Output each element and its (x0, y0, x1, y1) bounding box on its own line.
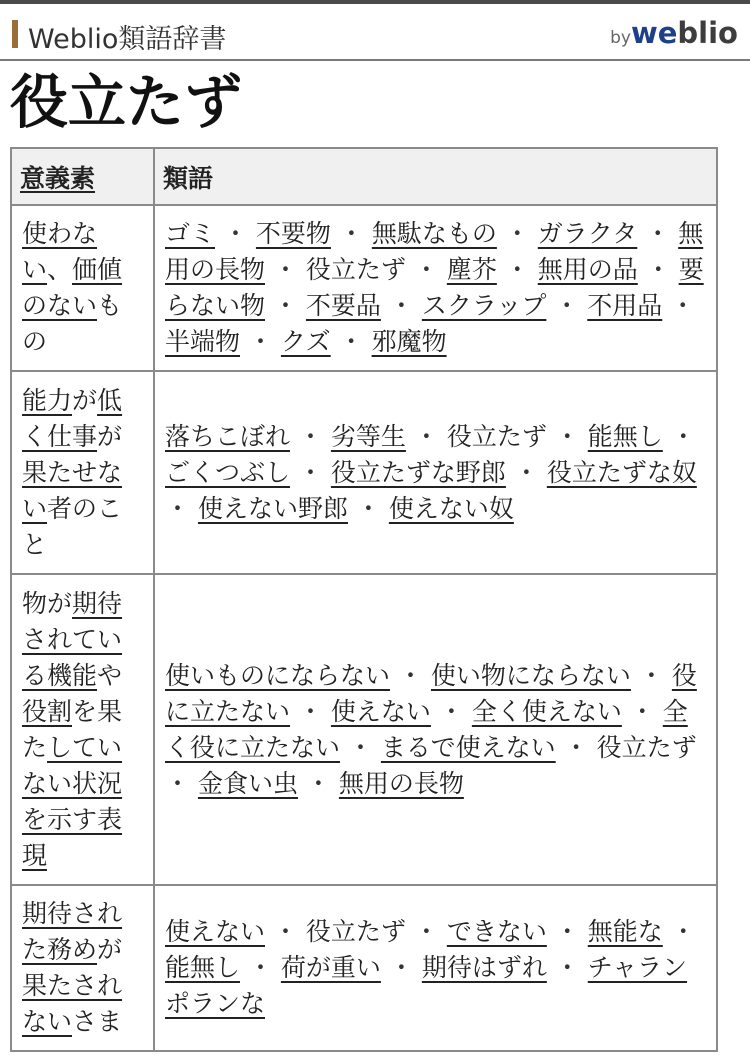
synonym-text: 役立たず (446, 421, 547, 451)
sense-cell (11, 574, 154, 885)
sense-link[interactable]: 仕事 (47, 421, 98, 451)
separator: ・ (240, 953, 281, 982)
separator: ・ (165, 493, 198, 523)
synonym-link[interactable]: 無駄なもの (371, 219, 497, 248)
synonym-link[interactable]: できない (446, 917, 547, 946)
synonym-link[interactable]: 使えない奴 (388, 493, 514, 523)
synonyms-cell (154, 574, 717, 885)
site-title[interactable]: Weblio類語辞書 (28, 24, 227, 55)
separator: ・ (380, 291, 422, 320)
sense-text: が (97, 421, 123, 451)
separator: ・ (165, 768, 198, 798)
separator: ・ (290, 421, 331, 451)
separator: ・ (390, 660, 431, 690)
header-sense: 意義素 (11, 148, 154, 205)
sense-link[interactable]: 現 (22, 840, 48, 870)
table-row (11, 205, 717, 371)
separator: ・ (496, 255, 538, 284)
synonym-link[interactable]: 役立たずな奴 (546, 457, 697, 487)
sense-text: の (22, 327, 48, 356)
synonym-link[interactable]: クズ (280, 327, 331, 356)
sense-link[interactable]: 状況 (72, 768, 123, 798)
synonym-link[interactable]: 期待はずれ (421, 953, 547, 982)
synonym-link[interactable]: 使えない (165, 917, 266, 946)
sense-link[interactable]: 期待 (72, 588, 123, 618)
separator: ・ (330, 219, 372, 248)
synonyms-cell (154, 371, 717, 574)
synonym-link[interactable]: 無用の長物 (338, 768, 464, 798)
separator: ・ (505, 457, 547, 487)
header-accent-bar (12, 20, 18, 48)
synonym-link[interactable]: 半端物 (165, 327, 241, 356)
sense-link[interactable]: 低 (97, 385, 123, 415)
sense-link[interactable]: い (22, 255, 48, 284)
table-row (11, 574, 717, 885)
sense-link[interactable]: ない (22, 768, 73, 798)
sense-text: が (97, 935, 123, 964)
synonym-link[interactable]: 使いものにならない (165, 660, 391, 690)
synonym-table (10, 147, 718, 1052)
sense-link[interactable]: 機能 (47, 660, 98, 690)
separator: ・ (546, 421, 588, 451)
sense-link[interactable]: 役割 (22, 696, 73, 726)
sense-link[interactable]: 務め (47, 935, 98, 964)
synonym-link[interactable]: 荷が重い (280, 953, 381, 982)
synonym-link[interactable]: 使い物にならない (430, 660, 631, 690)
separator: ・ (405, 255, 447, 284)
synonyms-cell (154, 205, 717, 371)
separator: ・ (662, 291, 696, 320)
synonym-link[interactable]: 要らない物 (165, 255, 704, 320)
separator: ・ (265, 291, 306, 320)
synonym-link[interactable]: まるで使えない (380, 732, 556, 762)
sense-link[interactable]: 能力 (22, 385, 73, 415)
sense-text: や (97, 660, 123, 690)
synonym-link[interactable]: 不要物 (255, 219, 331, 248)
sense-text: 、 (47, 255, 73, 284)
separator: ・ (637, 219, 679, 248)
sense-link[interactable]: 果たされ (22, 971, 123, 1000)
separator: ・ (546, 291, 588, 320)
separator: ・ (290, 696, 331, 726)
separator: ・ (637, 255, 679, 284)
sense-text: 者のこ (47, 493, 123, 523)
sense-text: が (72, 385, 98, 415)
synonym-link[interactable]: 全く使えない (471, 696, 622, 726)
synonym-text: 役立たず (305, 917, 406, 946)
sense-text: さま (72, 1007, 123, 1036)
synonyms-cell (154, 885, 717, 1051)
sense-text: た (22, 732, 48, 762)
synonym-link[interactable]: 不用品 (587, 291, 663, 320)
sense-cell (11, 205, 154, 371)
synonym-link[interactable]: 塵芥 (446, 255, 497, 284)
synonym-link[interactable]: 無能な (587, 917, 663, 946)
sense-link[interactable]: 価値 (72, 255, 123, 284)
synonym-link[interactable]: ゴミ (165, 219, 216, 248)
synonym-link[interactable]: 役に立たない (165, 660, 697, 726)
separator: ・ (555, 732, 597, 762)
synonym-link[interactable]: チャランポランな (165, 953, 688, 1018)
separator: ・ (496, 219, 538, 248)
synonym-text: 役立たず (305, 255, 406, 284)
synonym-link[interactable]: 邪魔物 (371, 327, 447, 356)
separator: ・ (662, 917, 696, 946)
separator: ・ (405, 421, 447, 451)
separator: ・ (662, 421, 696, 451)
synonym-link[interactable]: 役立たずな野郎 (330, 457, 506, 487)
synonym-link[interactable]: 劣等生 (330, 421, 406, 451)
separator: ・ (265, 917, 306, 946)
sense-link[interactable]: 表 (97, 804, 123, 834)
sense-text: を果 (72, 696, 123, 726)
sense-cell (11, 885, 154, 1051)
sense-cell (11, 371, 154, 574)
separator: ・ (546, 917, 588, 946)
sense-link[interactable]: 期待され (22, 899, 123, 928)
synonym-link[interactable]: ごくつぶし (165, 457, 291, 487)
sense-link[interactable]: 使わな (22, 219, 98, 248)
separator: ・ (240, 327, 281, 356)
site-header (0, 4, 750, 61)
separator: ・ (290, 457, 331, 487)
table-row (11, 885, 717, 1051)
synonym-link[interactable]: 使えない (330, 696, 431, 726)
sense-link[interactable]: 果たせな (22, 457, 123, 487)
synonym-link[interactable]: スクラップ (421, 291, 547, 320)
logo-blio: blio (677, 16, 738, 50)
sense-link[interactable]: してい (47, 732, 123, 762)
sense-link[interactable]: ない (22, 1007, 73, 1036)
separator: ・ (630, 660, 672, 690)
separator: ・ (215, 219, 256, 248)
header-synonyms: 類語 (154, 148, 717, 205)
sense-link[interactable]: のない (22, 291, 98, 320)
synonym-link[interactable]: 無用の長物 (165, 219, 704, 284)
sense-link[interactable]: を示す (22, 804, 98, 834)
weblio-logo[interactable] (610, 16, 738, 50)
separator: ・ (330, 327, 372, 356)
sense-text: と (22, 529, 48, 559)
sense-text: 物が (22, 588, 73, 618)
separator: ・ (546, 953, 588, 982)
synonym-link[interactable]: 不要品 (305, 291, 381, 320)
synonym-link[interactable]: ガラクタ (537, 219, 638, 248)
table-row (11, 371, 717, 574)
separator: ・ (380, 953, 422, 982)
sense-link[interactable]: る (22, 660, 48, 690)
synonym-link[interactable]: 能無し (165, 953, 241, 982)
sense-link[interactable]: た (22, 935, 48, 964)
separator: ・ (265, 255, 306, 284)
separator: ・ (405, 917, 447, 946)
synonym-text: 役立たず (596, 732, 697, 762)
synonym-link[interactable]: 金食い虫 (197, 768, 298, 798)
separator: ・ (347, 493, 389, 523)
synonym-link[interactable]: 使えない野郎 (197, 493, 348, 523)
separator: ・ (621, 696, 663, 726)
synonym-link[interactable]: 能無し (587, 421, 663, 451)
synonym-link[interactable]: 全く役に立たない (165, 696, 688, 762)
synonym-link[interactable]: 無用の品 (537, 255, 638, 284)
separator: ・ (340, 732, 381, 762)
sense-link[interactable]: い (22, 493, 48, 523)
table-header-row (11, 148, 717, 205)
sense-text: も (97, 291, 123, 320)
separator: ・ (430, 696, 472, 726)
logo-by: by (610, 28, 631, 48)
sense-link[interactable]: されてい (22, 624, 123, 654)
sense-link[interactable]: く (22, 421, 48, 451)
separator: ・ (297, 768, 339, 798)
page-title: 役立たず (10, 68, 243, 136)
logo-we: we (630, 16, 678, 50)
synonym-link[interactable]: 落ちこぼれ (165, 421, 291, 451)
